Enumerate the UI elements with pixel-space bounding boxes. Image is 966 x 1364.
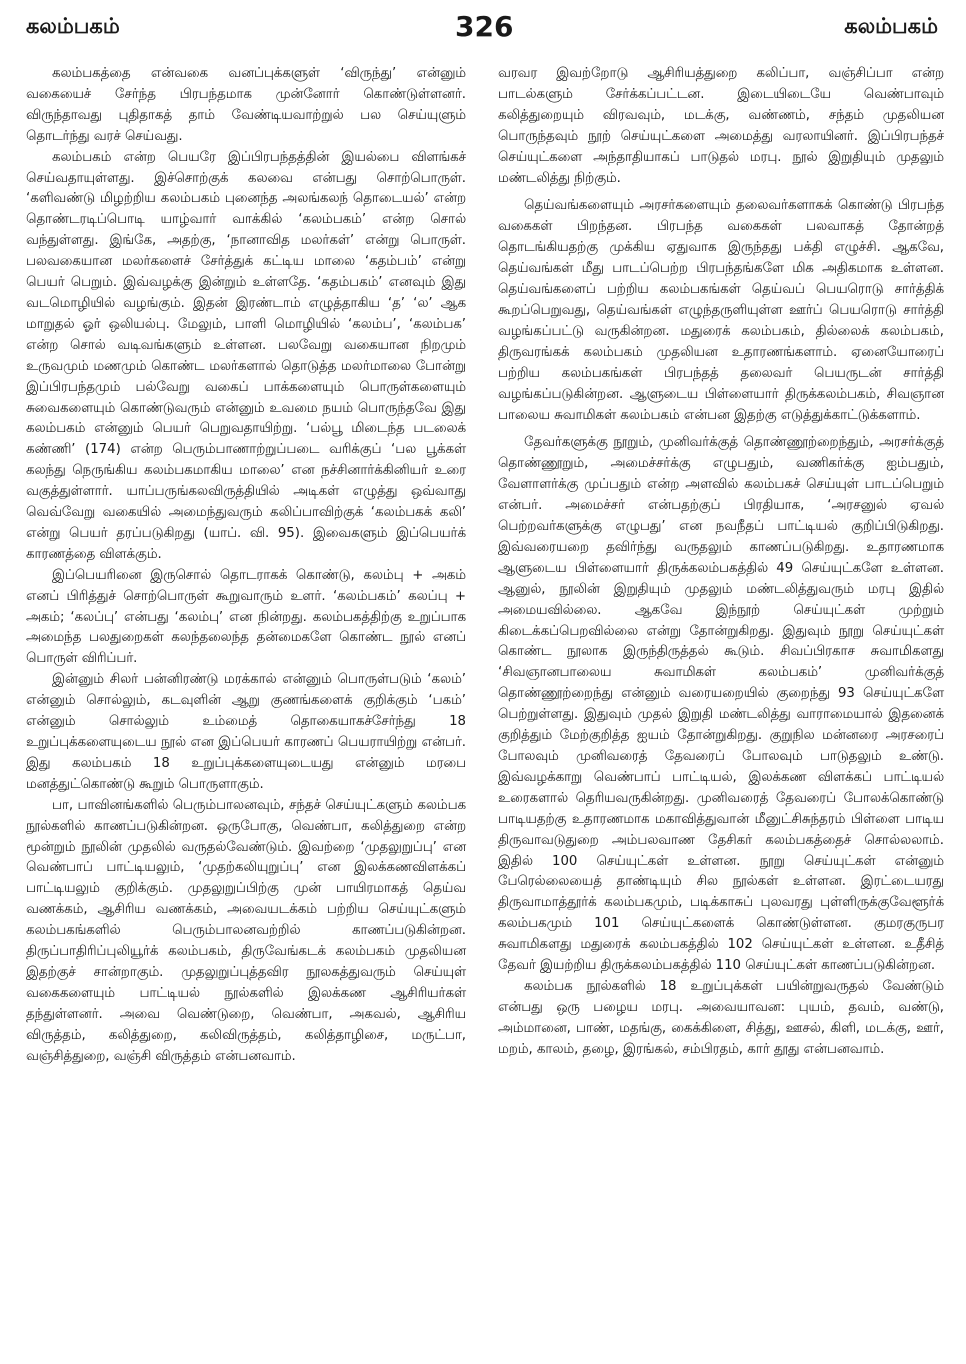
paragraph: தெய்வங்களையும் அரசர்களையும் தலைவர்களாகக் கொண்டு பிரபந்த வகைகள் பிறந்தன. பிரபந்த வகைகள் பலவாகத் தோன்றத் தொடங்கியதற்கு முக்கிய ஏதுவாக இருந்தது பக்தி எழுச்சி. ஆகவே, தெய்வங்கள் மீது பாடப்பெற்ற பிரபந்தங்களே மிக அதிகமாக உள்ளன. தெய்வங்களைப் பற்றிய கலம்பகங்கள் தெய்வப் பெயரொடு சார்த்திக் கூறப்பெறுவது, தெய்வங்கள் எழுந்தருளியுள்ள ஊர்ப் பெயரொடு சார்த்தி வழங்கப்பட்டு வருகின்றன. மதுரைக் கலம்பகம், தில்லைக் கலம்பகம், திருவரங்கக் கலம்பகம் முதலியன உதாரணங்களாம். ஏனையோரைப் பற்றிய கலம்பகங்கள் பிரபந்தத் தலைவர் பெயருடன் சார்த்தி வழங்கப்படுகின்றன. ஆளுடைய பிள்ளையார் திருக்கலம்பகம், சிவஞான பாலைய சுவாமிகள் கலம்பகம் என்பன இதற்கு எடுத்துக்காட்டுக்களாம். — [498, 198, 944, 423]
right-column — [498, 64, 944, 1061]
paragraph: இன்னும் சிலர் பன்னிரண்டு மரக்கால் என்னும் பொருள்படும் ‘கலம்’ என்னும் சொல்லும், கடவுளின் ஆறு குணங்களைக் குறிக்கும் ‘பகம்’ என்னும் சொல்லும் உம்மைத் தொகையாகச்சேர்ந்து 18 உறுப்புக்களையுடைய நூல் என இப்பெயர் காரணப் பெயராயிற்று என்பர். இது கலம்பகம் 18 உறுப்புக்களையுடையது என்னும் மரபை மனத்துட்கொண்டு கூறும் பொருளாகும். — [26, 672, 466, 792]
paragraph: இப்பெயரினை இருசொல் தொடராகக் கொண்டு, கலம்பு + அகம் எனப் பிரித்துச் சொற்பொருள் கூறுவாரும் உளர். ‘கலம்பகம்’ கலப்பு + அகம்; ‘கலப்பு’ என்பது ‘கலம்பு’ என நின்றது. கலம்பகத்திற்கு உறுப்பாக அமைந்த பலதுறைகள் கலந்தலைந்த தன்மைகளே கொண்ட நூல் எனப் பொருள் விரிப்பர். — [26, 567, 466, 667]
paragraph: தேவர்களுக்கு நூறும், முனிவர்க்குத் தொண்ணூற்றைந்தும், அரசர்க்குத் தொண்ணூறும், அமைச்சர்க்கு எழுபதும், வணிகர்க்கு ஐம்பதும், வேளாளர்க்கு முப்பதும் என்ற அளவில் கலம்பகச் செய்யுள் பாடப்பெறும் என்பர். அமைச்சர் என்பதற்குப் பிரதியாக, ‘அரசனுல் ஏவல் பெற்றவர்களுக்கு எழுபது’ என நவநீதப் பாட்டியல் குறிப்பிடுகிறது. இவ்வரையறை தவிர்ந்து வருதலும் காணப்படுகிறது. உதாரணமாக ஆளுடைய பிள்ளையார் திருக்கலம்பகத்தில் 49 செய்யுட்களே உள்ளன. ஆனுல், நூலின் இறுதியும் முதலும் மண்டலித்துவரும் மரபு இதில் அமையவில்லை. ஆகவே இந்நூற் செய்யுட்கள் முற்றும் கிடைக்கப்பெறவில்லை என்று தோன்றுகிறது. இதுவும் நூறு செய்யுட்கள் கொண்ட நூலாக இருந்திருத்தல் கூடும். சிவப்பிரகாச சுவாமிகளது ‘சிவஞானபாலைய சுவாமிகள் கலம்பகம்’ முனிவர்க்குத் தொண்ணூற்றைந்து என்னும் வரையறையில் குறைந்து 93 செய்யுட்களே பெற்றுள்ளது. இதுவும் முதல் இறுதி மண்டலித்து வாராமையால் இதனைக் குறித்தும் மேற்குறித்த ஐயம் தோன்றுகிறது. குறுநில மன்னரை அரசரைப் போலவும் முனிவரைத் தேவரைப் போலவும் பாடுதலும் உண்டு. இவ்வழக்காறு வெண்பாப் பாட்டியல், இலக்கண விளக்கப் பாட்டியல் உரைகளால் தெரியவருகின்றது. முனிவரைத் தேவரைப் போலக்கொண்டு பாடியதற்கு உதாரணமாக மகாவித்துவான் மீனுட்சிசுந்தரம் பிள்ளை பாடிய திருவாவடுதுறை அம்பலவாண தேசிகர் கலம்பகத்தைச் சொல்லலாம். இதில் 100 செய்யுட்கள் உள்ளன. நூறு செய்யுட்கள் என்னும் பேரெல்லையைத் தாண்டியும் சில நூல்கள் உள்ளன. இரட்டையரது திருவாமாத்தூர்க் கலம்பகமும், படிக்காசுப் புலவரது புள்ளிருக்குவேளூர்க் கலம்பகமும் 101 செய்யுட்களைக் கொண்டுள்ளன. குமரகுருபர சுவாமிகளது மதுரைக் கலம்பகத்தில் 102 செய்யுட்கள் உள்ளன. உதீசித் தேவர் இயற்றிய திருக்கலம்பகத்தில் 110 செய்யுட்கள் காணப்படுகின்றன. — [498, 435, 944, 974]
running-head-left: கலம்பகம் — [26, 14, 120, 38]
page-number: 326 — [455, 10, 514, 43]
paragraph: கலம்பக நூல்களில் 18 உறுப்புக்கள் பயின்றுவருதல் வேண்டும் என்பது ஒரு பழைய மரபு. அவையாவன: புயம், தவம், வண்டு, அம்மானை, பாண், மதங்கு, கைக்கிளை, சித்து, ஊசல், கிளி, மடக்கு, ஊர், மறம், காலம், தழை, இரங்கல், சம்பிரதம், கார் தூது என்பனவாம். — [498, 978, 944, 1057]
paragraph: வரவர இவற்றோடு ஆசிரியத்துறை கலிப்பா, வஞ்சிப்பா என்ற பாடல்களும் சேர்க்கப்பட்டன. இடையிடையே வெண்பாவும் கலித்துறையும் விரவவும், மடக்கு, வண்ணம், சந்தம் முதலியன பொருந்தவும் நூற் செய்யுட்களை அமைத்து வரலாயினர். இப்பிரபந்தச் செய்யுட்களை அந்தாதியாகப் பாடுதல் மரபு. நூல் இறுதியும் முதலும் மண்டலித்து நிற்கும். — [498, 66, 944, 186]
running-head-right: கலம்பகம் — [844, 14, 938, 38]
left-column — [26, 64, 466, 1068]
paragraph: பா, பாவினங்களில் பெரும்பாலனவும், சந்தச் செய்யுட்களும் கலம்பக நூல்களில் காணப்படுகின்றன. ஒருபோகு, வெண்பா, கலித்துறை என்ற மூன்றும் நூலின் முதலில் வருதல்வேண்டும். இவற்றை ‘முதலுறுப்பு’ என வெண்பாப் பாட்டியலும், ‘முதற்கலியுறுப்பு’ என இலக்கணவிளக்கப் பாட்டியலும் குறிக்கும். முதலுறுப்பிற்கு முன் பாயிரமாகத் தெய்வ வணக்கம், ஆசிரிய வணக்கம், அவையடக்கம் பற்றிய செய்யுட்களும் கலம்பகங்களில் பெரும்பாலனவற்றில் காணப்படுகின்றன. திருப்பாதிரிப்புலியூர்க் கலம்பகம், திருவேங்கடக் கலம்பகம் முதலியன இதற்குச் சான்றாகும். முதலுறுப்புத்தவிர நூலகத்துவரும் செய்யுள் வகைகளையும் பாட்டியல் நூல்களில் இலக்கண ஆசிரியர்கள் தந்துள்ளனர். அவை வெண்டுறை, வெண்பா, அகவல், ஆசிரிய விருத்தம், கலித்துறை, கலிவிருத்தம், கலித்தாழிசை, மருட்பா, வஞ்சித்துறை, வஞ்சி விருத்தம் என்பனவாம். — [26, 797, 466, 1064]
paragraph: கலம்பகத்தை என்வகை வனப்புக்களுள் ‘விருந்து’ என்னும் வகையைச் சேர்ந்த பிரபந்தமாக முன்னோர் கொண்டுள்ளனர். விருந்தாவது புதிதாகத் தாம் வேண்டியவாற்றுல் பல செய்யுளும் தொடர்ந்து வரச் செய்வது. — [26, 66, 466, 144]
paragraph: கலம்பகம் என்ற பெயரே இப்பிரபந்தத்தின் இயல்பை விளங்கச் செய்வதாயுள்ளது. இச்சொற்குக் கலவை என்பது சொற்பொருள். ‘களிவண்டு மிழற்றிய கலம்பகம் புனைந்த அலங்கலந் தொடையல்’ என்ற தொண்டரடிப்பொடி யாழ்வார் வாக்கில் ‘கலம்பகம்’ என்ற சொல் வந்துள்ளது. இங்கே, அதற்கு, ‘நானாவித மலர்கள்’ என்று பொருள். பலவகையான மலர்களைச் சேர்த்துக் கட்டிய மாலை ‘கதம்பம்’ என்று பெயர் பெறும். இவ்வழக்கு இன்றும் உள்ளதே. ‘கதம்பகம்’ எனவும் இது வடமொழியில் வழங்கும். இதன் இரண்டாம் எழுத்தாகிய ‘த’ ‘ல’ ஆக மாறுதல் ஓர் ஒலியல்பு. மேலும், பாளி மொழியில் ‘கலம்ப’, ‘கலம்பக’ என்ற சொல் வடிவங்களும் உள்ளன. பலவேறு வகையான நிறமும் உருவமும் மணமும் கொண்ட மலர்களால் தொடுத்த மலர்மாலை போன்று இப்பிரபந்தமும் பல்வேறு வகைப் பாக்களையும் பொருள்களையும் சுவைகளையும் கொண்டுவரும் என்னும் உவமை நயம் பொருந்தவே இது கலம்பகம் என்னும் பெயர் பெறுவதாயிற்று. ‘பல்பூ மிடைந்த படலைக் கண்ணி’ (174) என்ற பெரும்பாணாற்றுப்படை வரிக்குப் ‘பல பூக்கள் கலந்து நெருங்கிய கலம்பகமாகிய மாலை’ என நச்சினார்க்கினியர் உரை வகுத்துள்ளார். யாப்பருங்கலவிருத்தியில் அடிகள் எழுத்து ஒவ்வாது வெவ்வேறு வகையில் அமைந்துவரும் கலிப்பாவிற்குக் ‘கலம்பகக் கலி’ என்று பெயர் தரப்படுகிறது (யாப். வி. 95). இவைகளும் இப்பெயர்க் காரணத்தை விளக்கும். — [26, 149, 466, 562]
